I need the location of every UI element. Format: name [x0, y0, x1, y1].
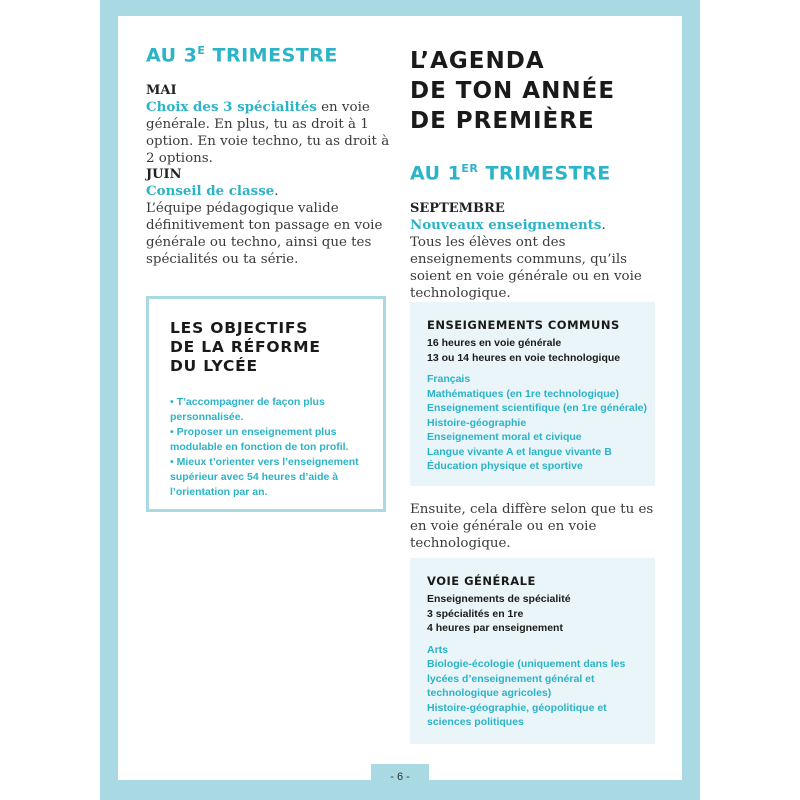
- common-courses-panel: [410, 302, 655, 486]
- list-item: Enseignement moral et civique: [427, 431, 582, 443]
- page-number: - 6 -: [371, 764, 429, 790]
- specialty-info: Enseignements de spécialité: [427, 593, 571, 605]
- list-item: Arts: [427, 643, 449, 656]
- june-highlight: Conseil de classe: [146, 183, 275, 199]
- list-item: Biologie-écologie (uniquement dans les lycées d’enseignement général et technologique agricoles): [427, 658, 626, 699]
- common-courses-title: ENSEIGNEMENTS COMMUNS: [427, 318, 620, 332]
- objectives-list: [170, 395, 378, 500]
- third-term-heading: AU $3^E$ TRIMESTRE: [146, 44, 338, 67]
- may-block: MAI Choix des 3 spécialités en voie générale. En plus, tu as droit à 1 option. En voie techno, tu as droit à 2 options.: [146, 82, 396, 167]
- may-label: MAI: [146, 83, 177, 98]
- list-item: Éducation physique et sportive: [427, 460, 583, 472]
- specialty-info: 4 heures par enseignement: [427, 622, 563, 634]
- objectives-title: LES OBJECTIFS DE LA RÉFORME DU LYCÉE: [170, 319, 321, 375]
- common-hours-techno: 13 ou 14 heures en voie technologique: [427, 351, 621, 364]
- may-highlight: Choix des 3 spécialités: [146, 99, 317, 115]
- list-item: • Mieux t’orienter vers l’enseignement supérieur avec 54 heures d’aide à l’orientation par an.: [170, 456, 359, 498]
- ensuite-paragraph: Ensuite, cela diffère selon que tu es en voie générale ou en voie technologique.: [410, 502, 654, 551]
- september-block: SEPTEMBRE Nouveaux enseignements. Tous les élèves ont des enseignements communs, qu’ils soient en voie générale ou en voie technologique.: [410, 200, 655, 302]
- list-item: Mathématiques (en 1re technologique): [427, 387, 619, 400]
- list-item: Enseignement scientifique (en 1re générale): [427, 402, 647, 414]
- list-item: Langue vivante A et langue vivante B: [427, 445, 612, 458]
- page-title: L’AGENDA DE TON ANNÉE DE PREMIÈRE: [410, 48, 616, 134]
- list-item: Histoire-géographie, géopolitique et sciences politiques: [427, 701, 607, 728]
- list-item: • Proposer un enseignement plus modulable en fonction de ton profil.: [170, 426, 349, 453]
- first-term-heading: AU 1ER TRIMESTRE: [410, 162, 611, 185]
- september-highlight: Nouveaux enseignements: [410, 217, 602, 233]
- september-label: SEPTEMBRE: [410, 201, 505, 216]
- list-item: Histoire-géographie: [427, 416, 527, 429]
- june-block: JUIN Conseil de classe. L’équipe pédagogique valide définitivement ton passage en voie générale ou techno, ainsi que tes spécialités ou ta série.: [146, 166, 386, 268]
- list-item: Français: [427, 373, 471, 385]
- list-item: • T’accompagner de façon plus personnalisée.: [170, 396, 325, 423]
- specialty-info: 3 spécialités en 1re: [427, 607, 524, 620]
- common-hours-general: 16 heures en voie générale: [427, 337, 562, 349]
- reform-objectives-box: [146, 296, 386, 512]
- june-label: JUIN: [146, 167, 182, 182]
- general-track-panel: [410, 558, 655, 744]
- general-track-title: VOIE GÉNÉRALE: [427, 574, 536, 588]
